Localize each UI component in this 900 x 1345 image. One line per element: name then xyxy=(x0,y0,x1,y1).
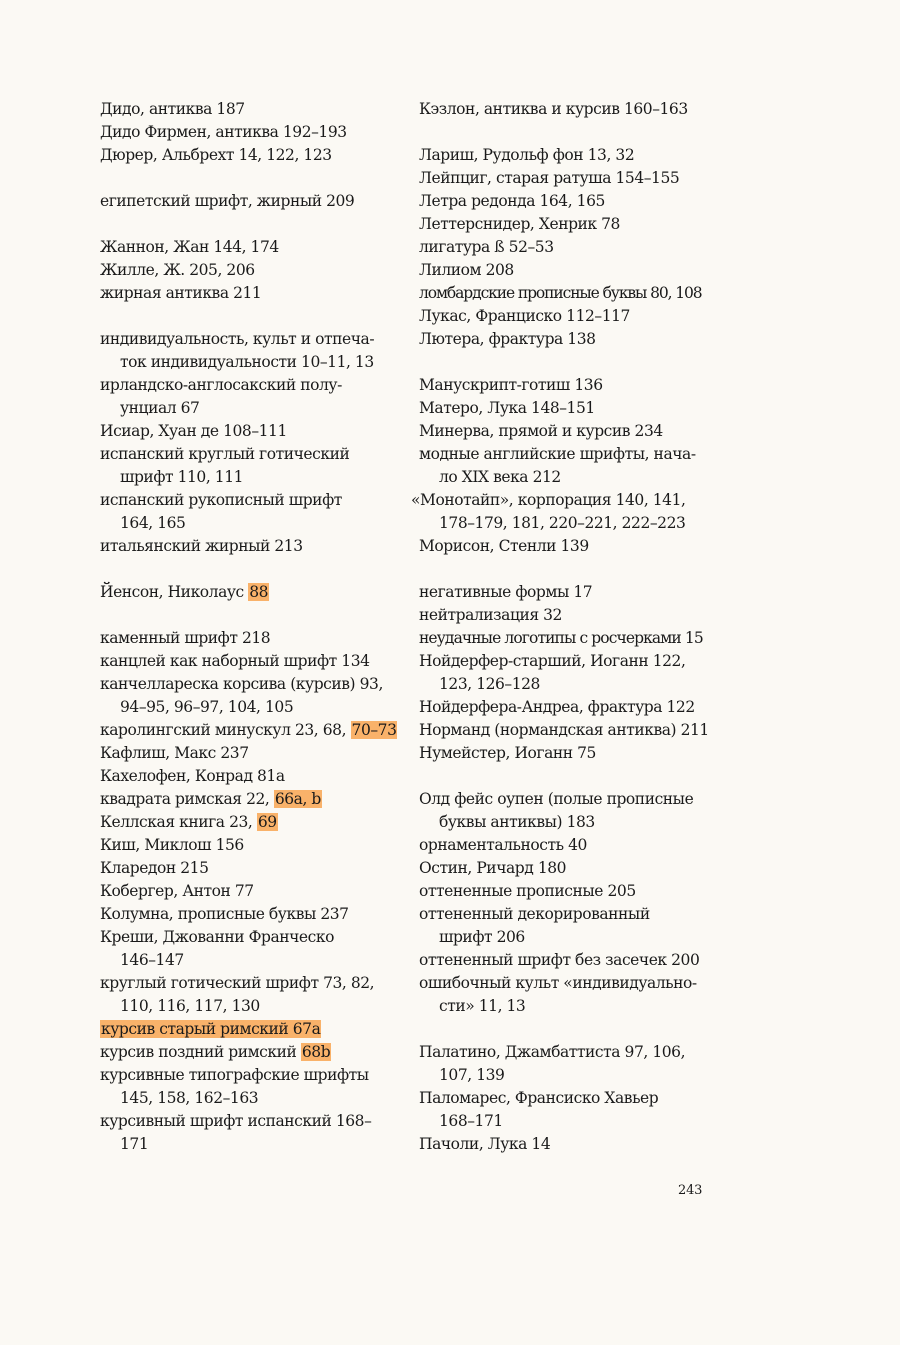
index-entry: Киш, Миклош 156 xyxy=(100,836,244,854)
index-entry xyxy=(100,719,400,742)
index-entry-continuation: сти» 11, 13 xyxy=(439,997,526,1015)
index-entry: ирландско-англосакский полу- xyxy=(100,376,342,394)
index-entry xyxy=(100,581,400,604)
index-entry-continuation: шрифт 110, 111 xyxy=(120,468,244,486)
index-entry: Дидо, антиква 187 xyxy=(100,100,245,118)
index-entry: Пачоли, Лука 14 xyxy=(419,1135,551,1153)
highlighted-page-ref: 69 xyxy=(257,813,277,831)
index-entry: каменный шрифт 218 xyxy=(100,629,271,647)
index-entry: Нойдерфера-Андреа, фрактура 122 xyxy=(419,698,695,716)
letter-group-gap xyxy=(419,351,719,374)
index-entry: оттененный декорированный xyxy=(419,905,650,923)
index-entry-continuation: 171 xyxy=(120,1135,149,1153)
index-entry: канцлей как наборный шрифт 134 xyxy=(100,652,370,670)
index-entry-continuation: 178–179, 181, 220–221, 222–223 xyxy=(439,514,686,532)
index-entry-continuation: ток индивидуальности 10–11, 13 xyxy=(120,353,374,371)
index-entry-continuation: 107, 139 xyxy=(439,1066,505,1084)
index-entry: жирная антиква 211 xyxy=(100,284,262,302)
index-entry: Кларедон 215 xyxy=(100,859,209,877)
letter-group-gap xyxy=(419,558,719,581)
index-entry: Лариш, Рудольф фон 13, 32 xyxy=(419,146,635,164)
index-column-right xyxy=(411,98,719,1156)
letter-group-gap xyxy=(100,167,400,190)
entry-text: каролингский минускул 23, 68, xyxy=(100,721,351,739)
index-entry: ломбардские прописные буквы 80, 108 xyxy=(419,284,702,302)
index-entry: оттененный шрифт без засечек 200 xyxy=(419,951,700,969)
letter-group-gap xyxy=(100,213,400,236)
highlighted-page-ref: 66a, b xyxy=(274,790,321,808)
index-entry: нейтрализация 32 xyxy=(419,606,562,624)
index-entry: Кэзлон, антиква и курсив 160–163 xyxy=(419,100,688,118)
index-entry-continuation: шрифт 206 xyxy=(439,928,525,946)
entry-text: Келлская книга 23, xyxy=(100,813,257,831)
index-entry: Олд фейс оупен (полые прописные xyxy=(419,790,694,808)
index-entry: Леттерснидер, Хенрик 78 xyxy=(419,215,620,233)
index-entry: Лютера, фрактура 138 xyxy=(419,330,596,348)
index-entry: Нойдерфер-старший, Иоганн 122, xyxy=(419,652,686,670)
index-entry-continuation: 168–171 xyxy=(439,1112,503,1130)
letter-group-gap xyxy=(100,604,400,627)
index-entry: негативные формы 17 xyxy=(419,583,593,601)
index-entry: орнаментальность 40 xyxy=(419,836,587,854)
index-entry: индивидуальность, культ и отпеча- xyxy=(100,330,375,348)
entry-text: квадрата римская 22, xyxy=(100,790,274,808)
highlighted-entry: курсив старый римский 67a xyxy=(101,1020,321,1038)
index-entry: Колумна, прописные буквы 237 xyxy=(100,905,349,923)
index-entry: Кахелофен, Конрад 81a xyxy=(100,767,285,785)
index-entry: Жилле, Ж. 205, 206 xyxy=(100,261,255,279)
index-entry: Лукас, Франциско 112–117 xyxy=(419,307,630,325)
index-entry: круглый готический шрифт 73, 82, xyxy=(100,974,375,992)
letter-group-gap xyxy=(419,121,719,144)
highlighted-page-ref: 70–73 xyxy=(351,721,397,739)
index-entry xyxy=(100,1018,400,1041)
index-entry: Палатино, Джамбаттиста 97, 106, xyxy=(419,1043,686,1061)
index-entry: Норманд (нормандская антиква) 211 xyxy=(419,721,709,739)
index-entry: Остин, Ричард 180 xyxy=(419,859,567,877)
index-entry-continuation: унциал 67 xyxy=(120,399,200,417)
index-entry: Кафлиш, Макс 237 xyxy=(100,744,249,762)
index-entry xyxy=(100,811,400,834)
index-entry: Матеро, Лука 148–151 xyxy=(419,399,595,417)
index-entry: Лилиом 208 xyxy=(419,261,514,279)
index-entry-continuation: 146–147 xyxy=(120,951,184,969)
index-entry-continuation: 164, 165 xyxy=(120,514,186,532)
index-entry: итальянский жирный 213 xyxy=(100,537,303,555)
index-entry: лигатура ß 52–53 xyxy=(419,238,554,256)
entry-text: курсив поздний римский xyxy=(100,1043,301,1061)
index-entry: оттененные прописные 205 xyxy=(419,882,636,900)
index-entry: курсивный шрифт испанский 168– xyxy=(100,1112,372,1130)
index-entry xyxy=(100,788,400,811)
entry-text: Йенсон, Николаус xyxy=(100,583,249,601)
index-entry: «Монотайп», корпорация 140, 141, xyxy=(411,491,686,509)
index-entry-continuation: 145, 158, 162–163 xyxy=(120,1089,259,1107)
index-entry xyxy=(100,1041,400,1064)
index-entry: египетский шрифт, жирный 209 xyxy=(100,192,355,210)
index-entry: Исиар, Хуан де 108–111 xyxy=(100,422,287,440)
index-entry-continuation: 110, 116, 117, 130 xyxy=(120,997,260,1015)
index-entry: курсивные типографские шрифты xyxy=(100,1066,369,1084)
index-entry-continuation: 123, 126–128 xyxy=(439,675,540,693)
index-entry-continuation: ло XIX века 212 xyxy=(439,468,561,486)
index-entry: неудачные логотипы с росчерками 15 xyxy=(419,629,703,647)
index-entry-continuation: 94–95, 96–97, 104, 105 xyxy=(120,698,294,716)
highlighted-page-ref: 88 xyxy=(249,583,269,601)
index-entry: ошибочный культ «индивидуально- xyxy=(419,974,697,992)
index-entry: Минерва, прямой и курсив 234 xyxy=(419,422,663,440)
letter-group-gap xyxy=(100,305,400,328)
index-entry: испанский рукописный шрифт xyxy=(100,491,342,509)
index-entry: Дюрер, Альбрехт 14, 122, 123 xyxy=(100,146,332,164)
highlighted-page-ref: 68b xyxy=(301,1043,331,1061)
index-entry: канчеллареска корсива (курсив) 93, xyxy=(100,675,383,693)
index-entry: Дидо Фирмен, антиква 192–193 xyxy=(100,123,347,141)
page-number: 243 xyxy=(678,1183,703,1198)
index-entry: Кобергер, Антон 77 xyxy=(100,882,254,900)
index-entry: Креши, Джованни Франческо xyxy=(100,928,334,946)
letter-group-gap xyxy=(419,1018,719,1041)
index-entry: Манускрипт-готиш 136 xyxy=(419,376,603,394)
index-entry: Морисон, Стенли 139 xyxy=(419,537,589,555)
index-entry: модные английские шрифты, нача- xyxy=(419,445,696,463)
index-entry: испанский круглый готический xyxy=(100,445,350,463)
index-entry: Паломарес, Франсиско Хавьер xyxy=(419,1089,659,1107)
index-entry: Жаннон, Жан 144, 174 xyxy=(100,238,279,256)
letter-group-gap xyxy=(100,558,400,581)
index-entry: Летра редонда 164, 165 xyxy=(419,192,605,210)
index-entry-continuation: буквы антиквы) 183 xyxy=(439,813,595,831)
letter-group-gap xyxy=(419,765,719,788)
index-entry: Нумейстер, Иоганн 75 xyxy=(419,744,596,762)
index-column-left xyxy=(100,98,400,1156)
index-entry: Лейпциг, старая ратуша 154–155 xyxy=(419,169,680,187)
